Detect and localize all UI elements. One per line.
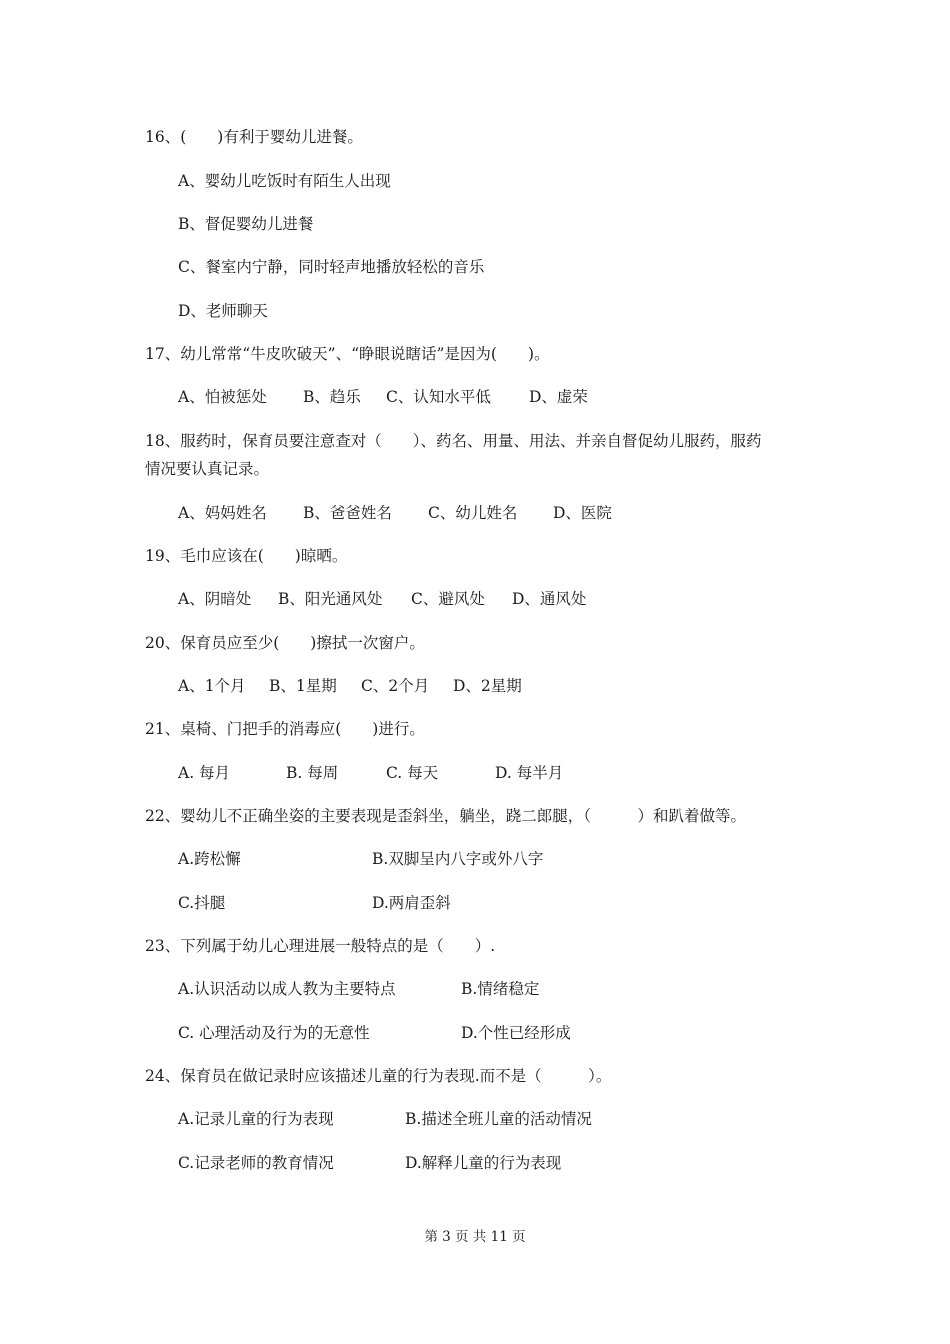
q20-option-a: A、1个月 (178, 677, 246, 695)
q24-option-b: B.描述全班儿童的活动情况 (405, 1110, 592, 1128)
q20-option-b: B、1星期 (269, 677, 337, 695)
q21-option-d: D. 每半月 (495, 764, 564, 782)
question-22: 22、婴幼儿不正确坐姿的主要表现是歪斜坐，躺坐，跷二郎腿，（ ）和趴着做等。 (145, 807, 746, 825)
q17-option-d: D、虚荣 (529, 388, 588, 406)
q18-option-a: A、妈妈姓名 (178, 504, 267, 522)
q19-option-d: D、通风处 (512, 590, 587, 608)
question-18: 18、服药时，保育员要注意查对（ ）、药名、用量、用法、并亲自督促幼儿服药，服药 (145, 432, 762, 450)
q17-option-a: A、怕被惩处 (178, 388, 267, 406)
q22-option-a: A.跨松懈 (178, 850, 241, 868)
q23-option-a: A.认识活动以成人教为主要特点 (178, 980, 396, 998)
q16-option-b: B、督促婴幼儿进餐 (178, 215, 314, 233)
question-24: 24、保育员在做记录时应该描述儿童的行为表现.而不是（ ）。 (145, 1067, 612, 1085)
question-18-continuation: 情况要认真记录。 (145, 460, 270, 478)
q18-option-c: C、幼儿姓名 (428, 504, 518, 522)
question-23: 23、下列属于幼儿心理进展一般特点的是（ ）. (145, 937, 496, 955)
q19-option-a: A、阴暗处 (178, 590, 252, 608)
question-17: 17、幼儿常常“牛皮吹破天”、“睁眼说瞎话”是因为( )。 (145, 345, 550, 363)
q22-option-d: D.两肩歪斜 (372, 894, 451, 912)
q19-option-c: C、避风处 (411, 590, 485, 608)
q21-option-b: B. 每周 (286, 764, 339, 782)
question-16: 16、( )有利于婴幼儿进餐。 (145, 128, 363, 146)
q18-option-d: D、医院 (553, 504, 612, 522)
q20-option-c: C、2个月 (361, 677, 430, 695)
q16-option-d: D、老师聊天 (178, 302, 268, 320)
q16-option-c: C、餐室内宁静，同时轻声地播放轻松的音乐 (178, 258, 485, 276)
q23-option-c: C. 心理活动及行为的无意性 (178, 1024, 370, 1042)
q22-option-c: C.抖腿 (178, 894, 226, 912)
q24-option-a: A.记录儿童的行为表现 (178, 1110, 334, 1128)
page-number: 第 3 页 共 11 页 (424, 1229, 526, 1245)
q21-option-c: C. 每天 (386, 764, 439, 782)
q21-option-a: A. 每月 (178, 764, 231, 782)
q22-option-b: B.双脚呈内八字或外八字 (372, 850, 544, 868)
question-19: 19、毛巾应该在( )晾晒。 (145, 547, 348, 565)
q20-option-d: D、2星期 (453, 677, 522, 695)
question-21: 21、桌椅、门把手的消毒应( )进行。 (145, 720, 425, 738)
q17-option-b: B、趋乐 (303, 388, 361, 406)
q19-option-b: B、阳光通风处 (278, 590, 383, 608)
question-20: 20、保育员应至少( )擦拭一次窗户。 (145, 634, 425, 652)
q23-option-d: D.个性已经形成 (461, 1024, 571, 1042)
q24-option-c: C.记录老师的教育情况 (178, 1154, 334, 1172)
q17-option-c: C、认知水平低 (386, 388, 491, 406)
q16-option-a: A、婴幼儿吃饭时有陌生人出现 (178, 172, 391, 190)
q23-option-b: B.情绪稳定 (461, 980, 540, 998)
q18-option-b: B、爸爸姓名 (303, 504, 392, 522)
q24-option-d: D.解释儿童的行为表现 (405, 1154, 562, 1172)
